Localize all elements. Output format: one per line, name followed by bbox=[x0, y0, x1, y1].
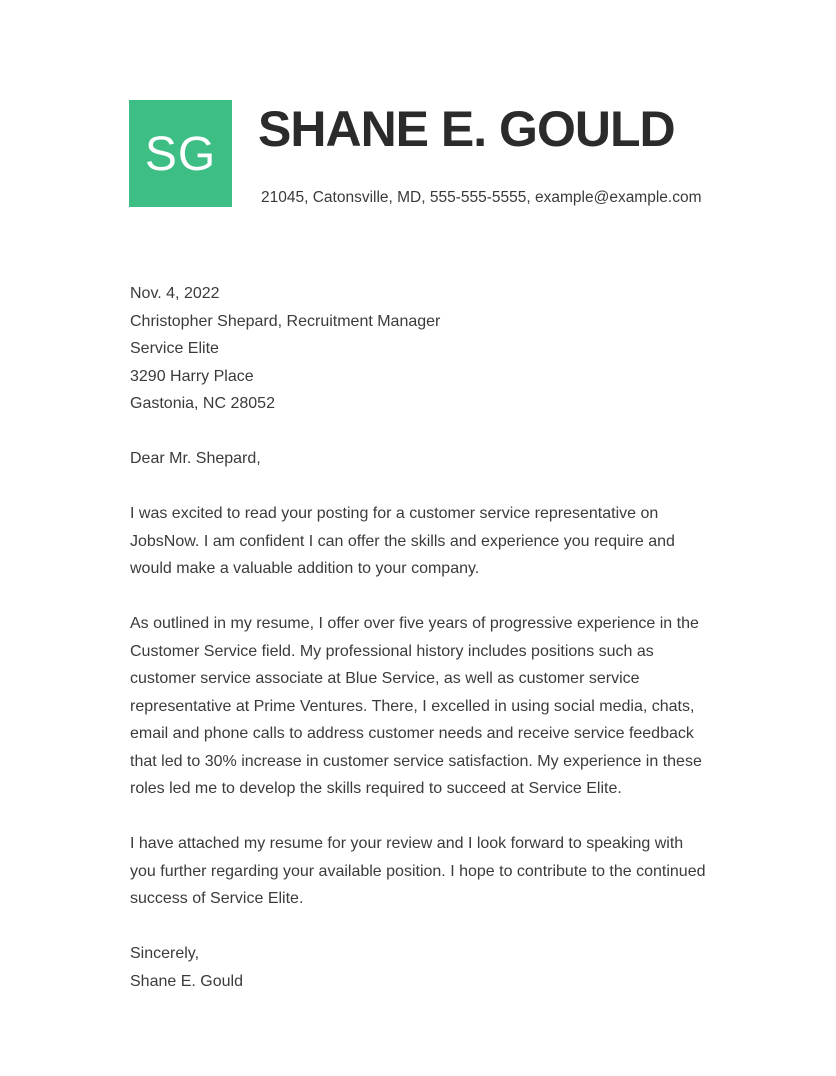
closing-block bbox=[130, 940, 712, 995]
letter-date: Nov. 4, 2022 bbox=[130, 285, 220, 302]
recipient-line: Service Elite bbox=[130, 340, 219, 357]
paragraph-2: As outlined in my resume, I offer over five years of progressive experience in the Customer Service field. My professional history includes positions such as customer service associate at Blue Service, as well as customer service representative at Prime Ventures. There, I excelled in using social media, chats, email and phone calls to address customer needs and receive service feedback that led to 30% increase in customer service satisfaction. My experience in these roles led me to develop the skills required to succeed at Service Elite. bbox=[130, 615, 702, 797]
recipient-line: 3290 Harry Place bbox=[130, 367, 254, 385]
recipient-line: Gastonia, NC 28052 bbox=[130, 395, 275, 412]
signature: Shane E. Gould bbox=[130, 972, 243, 990]
monogram-initials: SG bbox=[144, 127, 217, 181]
monogram-badge bbox=[129, 100, 232, 207]
paragraph-1: I was excited to read your posting for a customer service representative on JobsNow. I am confident I can offer the skills and experience you require and would make a valuable addition to your company. bbox=[130, 505, 675, 577]
page-title: SHANE E. GOULD bbox=[258, 101, 675, 157]
address-block bbox=[130, 280, 712, 418]
recipient-line: Christopher Shepard, Recruitment Manager bbox=[130, 312, 441, 330]
paragraph-3: I have attached my resume for your review and I look forward to speaking with you further regarding your available position. I hope to contribute to the continued success of Service Elite. bbox=[130, 835, 706, 907]
closing: Sincerely, bbox=[130, 945, 200, 962]
letter-body bbox=[130, 280, 712, 995]
contact-line: 21045, Catonsville, MD, 555-555-5555, example@example.com bbox=[261, 189, 702, 206]
salutation: Dear Mr. Shepard, bbox=[130, 450, 261, 467]
